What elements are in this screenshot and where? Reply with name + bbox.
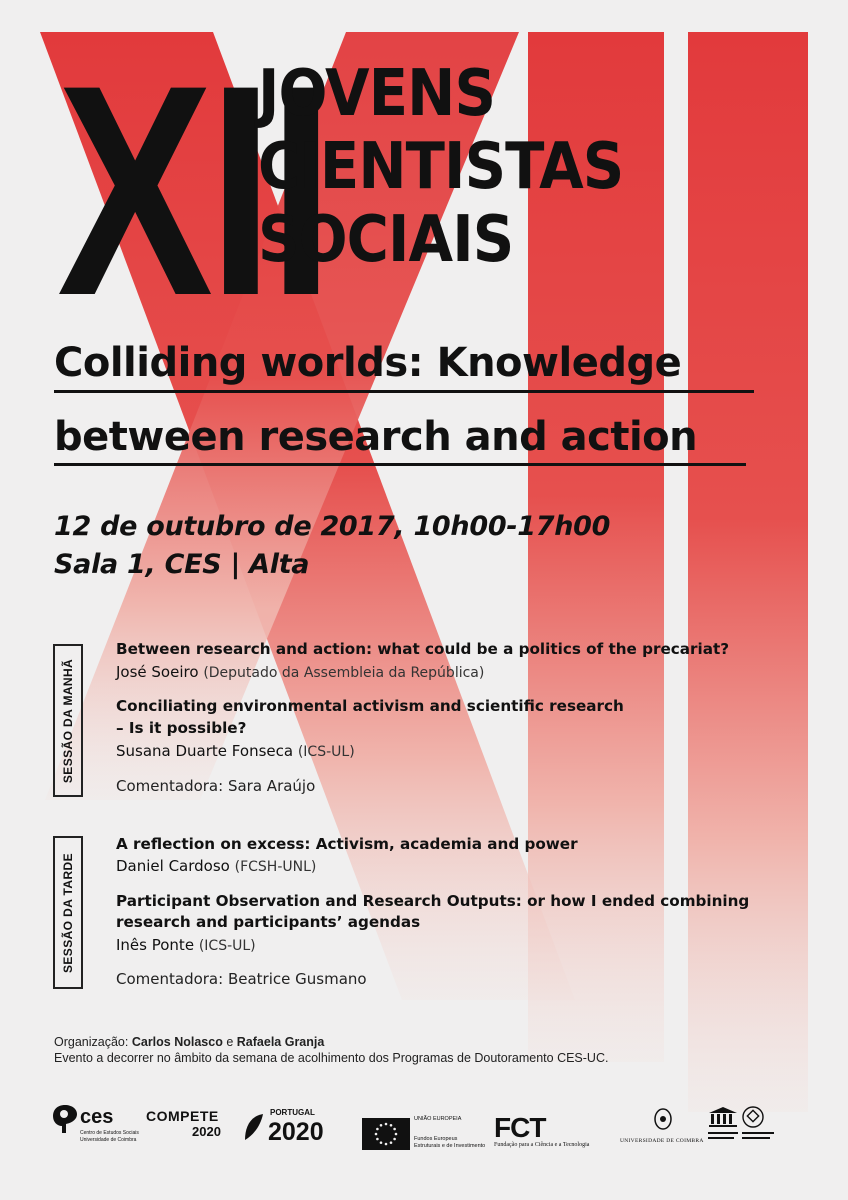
- event-title-line-1: Colliding worlds: Knowledge: [54, 340, 682, 386]
- speaker-affiliation: (ICS-UL): [198, 938, 256, 954]
- world-heritage-icon: [742, 1106, 764, 1128]
- organizer-1: Carlos Nolasco: [131, 1035, 223, 1049]
- commentator-label: Comentadora:: [116, 777, 224, 795]
- title-rule-2: [54, 463, 746, 466]
- fct-logo-sub: Fundação para a Ciência e a Tecnologia: [494, 1142, 590, 1148]
- unesco-line-1: [708, 1132, 738, 1134]
- title-rule-1: [54, 390, 754, 393]
- speaker-affiliation: (Deputado da Assembleia da República): [203, 665, 485, 681]
- compete-logo-year: 2020: [192, 1124, 221, 1139]
- afternoon-talk-1-speaker: [116, 857, 316, 875]
- speaker-affiliation: (FCSH-UNL): [234, 859, 317, 875]
- eu-logo-text: UNIÃO EUROPEIA: [414, 1116, 462, 1122]
- event-date-time: 12 de outubro de 2017, 10h00-17h00: [54, 511, 611, 542]
- event-location: Sala 1, CES | Alta: [54, 549, 310, 580]
- morning-session-label: SESSÃO DA MANHÃ: [61, 658, 75, 783]
- speaker-name: Inês Ponte: [116, 936, 195, 954]
- organizer-2: Rafaela Granja: [236, 1035, 325, 1049]
- commentator-label: Comentadora:: [116, 970, 224, 988]
- eu-logo-sub1: Fundos Europeus: [414, 1136, 458, 1142]
- morning-talk-2-speaker: [116, 742, 355, 760]
- heritage-line-2: [742, 1137, 770, 1139]
- eu-flag-icon: [362, 1118, 410, 1150]
- eu-logo-sub2: Estruturais e de Investimento: [414, 1143, 486, 1149]
- eu-logo: [362, 1116, 486, 1154]
- afternoon-talk-2-title-line-1: Participant Observation and Research Outputs: or how I ended combining: [116, 892, 750, 910]
- edition-numeral: XII: [57, 22, 330, 358]
- fct-logo-text: FCT: [494, 1112, 546, 1143]
- afternoon-session-box: [53, 836, 83, 989]
- portugal-logo-text: PORTUGAL: [270, 1108, 315, 1117]
- speaker-name: Daniel Cardoso: [116, 857, 230, 875]
- afternoon-talk-2-speaker: [116, 936, 256, 954]
- heritage-line-1: [742, 1132, 774, 1134]
- commentator-name: Beatrice Gusmano: [227, 970, 367, 988]
- university-coimbra-logo: [620, 1106, 706, 1152]
- portugal-2020-logo: [243, 1108, 353, 1152]
- afternoon-talk-1-title: A reflection on excess: Activism, academia and power: [116, 835, 578, 853]
- organization-label: Organização:: [54, 1035, 129, 1049]
- afternoon-commentator: [116, 970, 367, 988]
- event-title-line-2: between research and action: [54, 414, 698, 460]
- morning-talk-2-title-line-2: – Is it possible?: [116, 719, 247, 737]
- fct-logo: [494, 1112, 604, 1152]
- morning-commentator: [116, 777, 315, 795]
- afternoon-talk-2-title-line-2: research and participants’ agendas: [116, 913, 421, 931]
- speaker-name: Susana Duarte Fonseca: [116, 742, 294, 760]
- event-brand: [258, 57, 664, 281]
- unesco-temple-icon: [708, 1106, 738, 1128]
- brand-line-2: CIENTISTAS: [258, 130, 624, 204]
- compete-logo-text: COMPETE: [146, 1108, 219, 1124]
- ces-logo-sub2: Universidade de Coimbra: [80, 1137, 137, 1143]
- morning-session-box: [53, 644, 83, 797]
- morning-talk-1-speaker: [116, 663, 484, 681]
- ces-logo-text: ces: [80, 1106, 114, 1128]
- uc-seal-icon: [653, 1108, 673, 1130]
- morning-talk-2-title-line-1: Conciliating environmental activism and scientific research: [116, 697, 624, 715]
- commentator-name: Sara Araújo: [227, 777, 316, 795]
- unesco-logo: [708, 1106, 794, 1152]
- unesco-line-2: [708, 1137, 734, 1139]
- ces-emblem-icon: [52, 1104, 78, 1134]
- afternoon-session-label: SESSÃO DA TARDE: [61, 852, 75, 973]
- compete-2020-logo: [146, 1108, 232, 1152]
- ces-logo: [52, 1100, 139, 1152]
- portugal-logo-year: 2020: [268, 1118, 324, 1146]
- speaker-name: José Soeiro: [116, 663, 199, 681]
- ces-logo-sub1: Centro de Estudos Sociais: [80, 1130, 139, 1136]
- portugal-leaf-icon: [243, 1112, 265, 1142]
- organization-line: [54, 1035, 324, 1049]
- morning-talk-1-title: Between research and action: what could be a politics of the precariat?: [116, 640, 730, 658]
- event-context-note: Evento a decorrer no âmbito da semana de acolhimento dos Programas de Doutoramento CES-UC.: [54, 1051, 609, 1065]
- speaker-affiliation: (ICS-UL): [297, 744, 355, 760]
- brand-line-3: SOCIAIS: [258, 203, 514, 277]
- organizer-joiner: e: [226, 1035, 234, 1049]
- uc-logo-text: UNIVERSIDADE DE COIMBRA: [620, 1138, 704, 1144]
- sponsor-logos: [0, 1098, 848, 1158]
- brand-line-1: JOVENS: [258, 57, 496, 131]
